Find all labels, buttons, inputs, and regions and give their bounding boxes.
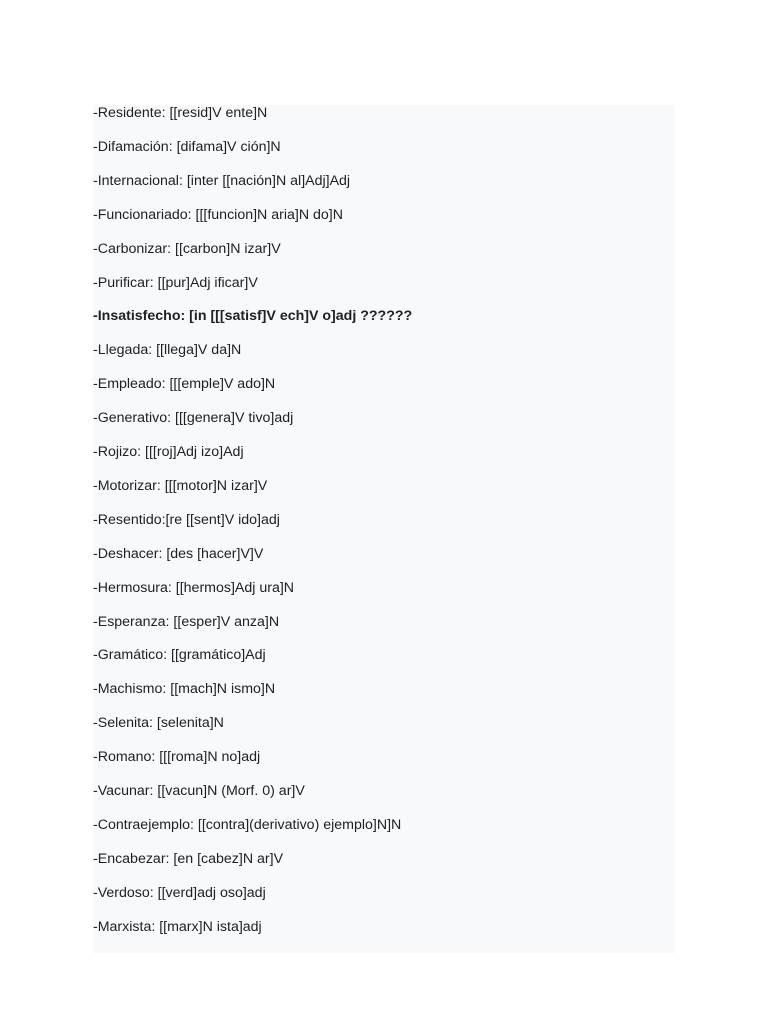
entry-item: -Insatisfecho: [in [[[satisf]V ech]V o]adj ??????	[93, 308, 413, 325]
entry-item: -Gramático: [[gramático]Adj	[93, 647, 266, 664]
entry-item: -Rojizo: [[[roj]Adj izo]Adj	[93, 444, 244, 460]
entry-item: -Hermosura: [[hermos]Adj ura]N	[93, 579, 295, 596]
entry-item: -Esperanza: [[esper]V anza]N	[93, 613, 280, 630]
entry-item: -Carbonizar: [[carbon]N izar]V	[93, 240, 281, 257]
entry-item: -Selenita: [selenita]N	[93, 715, 224, 732]
entry-item: -Verdoso: [[verd]adj oso]adj	[93, 884, 266, 901]
entry-item: -Difamación: [difama]V ción]N	[93, 138, 281, 155]
entry-item: -Vacunar: [[vacun]N (Morf. 0) ar]V	[93, 783, 305, 799]
entry-item: -Internacional: [inter [[nación]N al]Adj]Adj	[93, 172, 351, 189]
entry-item: -Funcionariado: [[[funcion]N aria]N do]N	[93, 206, 343, 223]
entry-item: -Empleado: [[[emple]V ado]N	[93, 376, 276, 393]
entry-item: -Encabezar: [en [cabez]N ar]V	[93, 850, 284, 867]
document-panel	[93, 105, 675, 953]
entry-item: -Motorizar: [[[motor]N izar]V	[93, 477, 268, 494]
entry-item: -Machismo: [[mach]N ismo]N	[93, 681, 276, 698]
entry-item: -Resentido:[re [[sent]V ido]adj	[93, 511, 280, 528]
entry-item: -Marxista: [[marx]N ista]adj	[93, 918, 262, 935]
entry-item: -Residente: [[resid]V ente]N	[93, 105, 268, 121]
entry-item: -Contraejemplo: [[contra](derivativo) ejemplo]N]N	[93, 816, 402, 833]
entry-item: -Generativo: [[[genera]V tivo]adj	[93, 410, 294, 427]
entry-item: -Romano: [[[roma]N no]adj	[93, 749, 261, 766]
entry-item: -Deshacer: [des [hacer]V]V	[93, 545, 264, 562]
entry-item: -Llegada: [[llega]V da]N	[93, 342, 242, 359]
entry-item: -Purificar: [[pur]Adj ificar]V	[93, 274, 258, 291]
